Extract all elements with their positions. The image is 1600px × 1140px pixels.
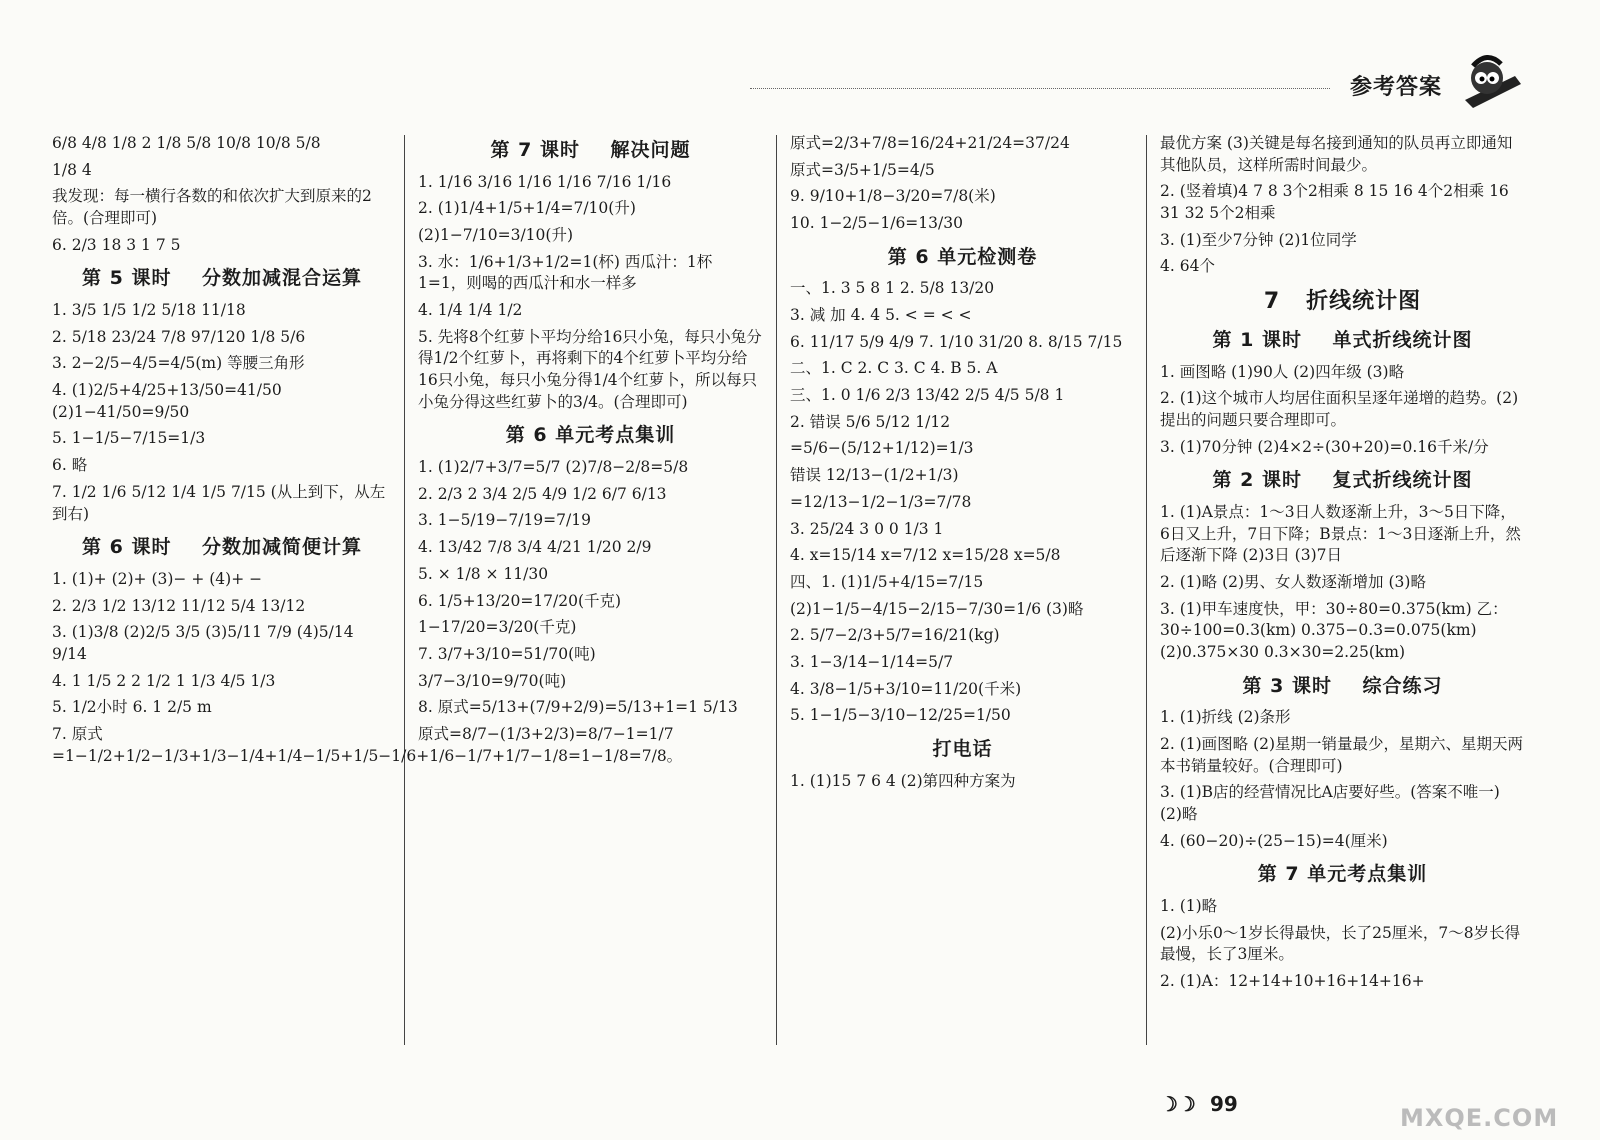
answer-line: 1. (1)A景点：1～3日人数逐渐上升，3～5日下降，6日又上升，7日下降；B景点：1～3日逐渐上升，然后逐渐下降 (2)3日 (3)7日 [1160,502,1521,565]
answer-line: 6. 11/17 5/9 4/9 7. 1/10 31/20 8. 8/15 7/15 [790,332,1123,351]
answer-line: 5. × 1/8 × 11/30 [418,564,549,583]
answer-line: (2)小乐0～1岁长得最快，长了25厘米，7～8岁长得最慢，长了3厘米。 [1160,923,1521,964]
answer-line: 1−17/20=3/20(千克) [418,618,577,637]
section-heading: 打电话 [932,738,993,761]
answer-line: 6. 1/5+13/20=17/20(千克) [418,591,622,610]
mascot-icon [1455,48,1525,118]
answer-line: 原式=8/7−(1/3+2/3)=8/7−1=1/7 [418,724,674,743]
answer-line: (2)1−7/10=3/10(升) [418,225,574,244]
answer-column-2 [418,128,763,1038]
answer-column-4 [1160,128,1525,1038]
answer-line: 错误 12/13−(1/2+1/3) [790,466,959,485]
answer-line: 4. 13/42 7/8 3/4 4/21 1/20 2/9 [418,538,652,557]
answer-line: 7. 3/7+3/10=51/70(吨) [418,644,596,663]
watermark: MXQE.COM [1400,1104,1559,1132]
answer-line: 3. (1)70分钟 (2)4×2÷(30+20)=0.16千米/分 [1160,437,1489,456]
section-heading: 7 折线统计图 [1263,289,1422,315]
answer-line: 4. (60−20)÷(25−15)=4(厘米) [1160,831,1388,850]
answer-line: 2. 5/7−2/3+5/7=16/21(kg) [790,626,1000,645]
answer-line: 5. 1/2小时 6. 1 2/5 m [52,698,212,717]
answer-line: 8. 原式=5/13+(7/9+2/9)=5/13+1=1 5/13 [418,698,738,717]
answer-line: 2. 2/3 1/2 13/12 11/12 5/4 13/12 [52,596,306,615]
answer-line: 2. 2/3 2 3/4 2/5 4/9 1/2 6/7 6/13 [418,484,667,503]
answer-line: 4. x=15/14 x=7/12 x=15/28 x=5/8 [790,546,1061,565]
answer-line: 1. 1/16 3/16 1/16 1/16 7/16 1/16 [418,172,672,191]
answer-line: 3. (1)3/8 (2)2/5 3/5 (3)5/11 7/9 (4)5/14 9/14 [52,623,354,663]
answer-line: 1. (1)15 7 6 4 (2)第四种方案为 [790,771,1016,790]
answer-line: 2. (1)画图略 (2)星期一销量最少，星期六、星期天两本书销量较好。(合理即可) [1160,734,1524,775]
answer-line: 4. 1/4 1/4 1/2 [418,301,523,320]
answer-line: 我发现：每一横行各数的和依次扩大到原来的2倍。(合理即可) [52,187,372,228]
answer-line: 7. 1/2 1/6 5/12 1/4 1/5 7/15 (从上到下，从左到右) [52,482,386,523]
answer-line: 3. (1)至少7分钟 (2)1位同学 [1160,230,1357,249]
answer-line: 3. 1−5/19−7/19=7/19 [418,511,591,530]
column-divider [1146,135,1147,1045]
answer-line: 6. 略 [52,456,88,475]
answer-line: 5. 先将8个红萝卜平均分给16只小兔，每只小兔分得1/2个红萝卜，再将剩下的4个红萝卜平均分给16只小兔，每只小兔分得1/4个红萝卜，所以每只小兔分得这些红萝卜的3/4。(合理即可) [418,327,762,411]
answer-line: 2. (竖着填)4 7 8 3个2相乘 8 15 16 4个2相乘 16 31 32 5个2相乘 [1160,182,1509,223]
answer-line: 二、1. C 2. C 3. C 4. B 5. A [790,359,998,378]
answer-line: 4. 3/8−1/5+3/10=11/20(千米) [790,679,1022,698]
section-heading: 第 7 课时 解决问题 [490,139,691,161]
answer-line: 原式=2/3+7/8=16/24+21/24=37/24 [790,134,1070,152]
page-header [750,60,1530,120]
section-heading: 第 3 课时 综合练习 [1242,674,1443,697]
answer-line: 6. 2/3 18 3 1 7 5 [52,235,181,254]
answer-line: 3/7−3/10=9/70(吨) [418,671,567,690]
answer-line: 2. (1)略 (2)男、女人数逐渐增加 (3)略 [1160,572,1426,591]
answer-line: =5/6−(5/12+1/12)=1/3 [790,439,974,458]
column-divider [776,135,777,1045]
answer-line: (2)1−1/5−4/15−2/15−7/30=1/6 (3)略 [790,599,1084,618]
answer-line: 1. 3/5 1/5 1/2 5/18 11/18 [52,301,246,320]
answer-line: 1. (1)2/7+3/7=5/7 (2)7/8−2/8=5/8 [418,458,689,477]
answer-line: 1. (1)折线 (2)条形 [1160,708,1291,727]
section-heading: 第 6 单元检测卷 [887,245,1038,268]
answer-line: 3. 2−2/5−4/5=4/5(m) 等腰三角形 [52,354,305,373]
section-heading: 第 1 课时 单式折线统计图 [1212,328,1473,351]
answer-line: 2. (1)1/4+1/5+1/4=7/10(升) [418,199,636,218]
moon-icon: ☽☽ [1160,1092,1196,1116]
answer-line: 2. (1)这个城市人均居住面积呈逐年递增的趋势。(2)提出的问题只要合理即可。 [1160,389,1519,429]
answer-line: 4. (1)2/5+4/25+13/50=41/50 (2)1−41/50=9/50 [52,381,282,421]
answer-line: 3. 减 加 4. 4 5. < = < < [790,306,972,325]
answer-line: 5. 1−1/5−7/15=1/3 [52,429,206,448]
header-title: 参考答案 [1350,75,1443,100]
answer-line: 1/8 4 [52,160,92,179]
answer-line: 3. (1)甲车速度快，甲：30÷80=0.375(km) 乙：30÷100=0.3(km) 0.375−0.3=0.075(km) (2)0.375×30 0.3×30=2.25(km) [1160,599,1508,661]
answer-line: 4. 64个 [1160,257,1215,276]
answer-line: 4. 1 1/5 2 2 1/2 1 1/3 4/5 1/3 [52,671,276,690]
answer-line: 1. (1)略 [1160,896,1218,915]
answer-column-3 [790,128,1135,1038]
answer-line: 10. 1−2/5−1/6=13/30 [790,214,963,233]
section-heading: 第 2 课时 复式折线统计图 [1212,469,1473,492]
answer-line: 一、1. 3 5 8 1 2. 5/8 13/20 [790,279,995,298]
answer-line: 1. 画图略 (1)90人 (2)四年级 (3)略 [1160,362,1405,381]
answer-line: 3. 1−3/14−1/14=5/7 [790,652,954,671]
answer-line: 6/8 4/8 1/8 2 1/8 5/8 10/8 10/8 5/8 [52,134,321,152]
answer-line: 2. 错误 5/6 5/12 1/12 [790,412,951,431]
answer-line: 5. 1−1/5−3/10−12/25=1/50 [790,706,1011,725]
answer-line: 四、1. (1)1/5+4/15=7/15 [790,572,984,591]
answer-line: 最优方案 (3)关键是每名接到通知的队员再立即通知其他队员，这样所需时间最少。 [1160,134,1513,174]
section-heading: 第 6 课时 分数加减简便计算 [82,536,362,559]
answer-line: 3. (1)B店的经营情况比A店要好些。(答案不唯一) (2)略 [1160,783,1500,824]
section-heading: 第 5 课时 分数加减混合运算 [82,267,362,290]
answer-line: 7. 原式=1−1/2+1/2−1/3+1/3−1/4+1/4−1/5+1/5−1/6+1/6−1/7+1/7−1/8=1−1/8=7/8。 [52,724,683,765]
header-rule [750,88,1330,89]
answer-line: 三、1. 0 1/6 2/3 13/42 2/5 4/5 5/8 1 [790,386,1065,405]
page-number: 99 [1210,1092,1238,1116]
answer-line: 原式=3/5+1/5=4/5 [790,160,935,179]
page-footer [1100,1088,1580,1138]
answer-line: 9. 9/10+1/8−3/20=7/8(米) [790,187,996,206]
answer-line: 3. 水：1/6+1/3+1/2=1(杯) 西瓜汁：1杯 1=1，则喝的西瓜汁和水一样多 [418,252,713,293]
answer-line: 3. 25/24 3 0 0 1/3 1 [790,519,944,538]
answer-line: =12/13−1/2−1/3=7/78 [790,492,972,511]
column-divider [404,135,405,1045]
answer-line: 1. (1)+ (2)+ (3)− + (4)+ − [52,569,263,588]
section-heading: 第 6 单元考点集训 [505,424,676,447]
answer-line: 2. 5/18 23/24 7/8 97/120 1/8 5/6 [52,327,306,346]
answer-line: 2. (1)A：12+14+10+16+14+16+ [1160,972,1425,991]
section-heading: 第 7 单元考点集训 [1257,863,1428,886]
